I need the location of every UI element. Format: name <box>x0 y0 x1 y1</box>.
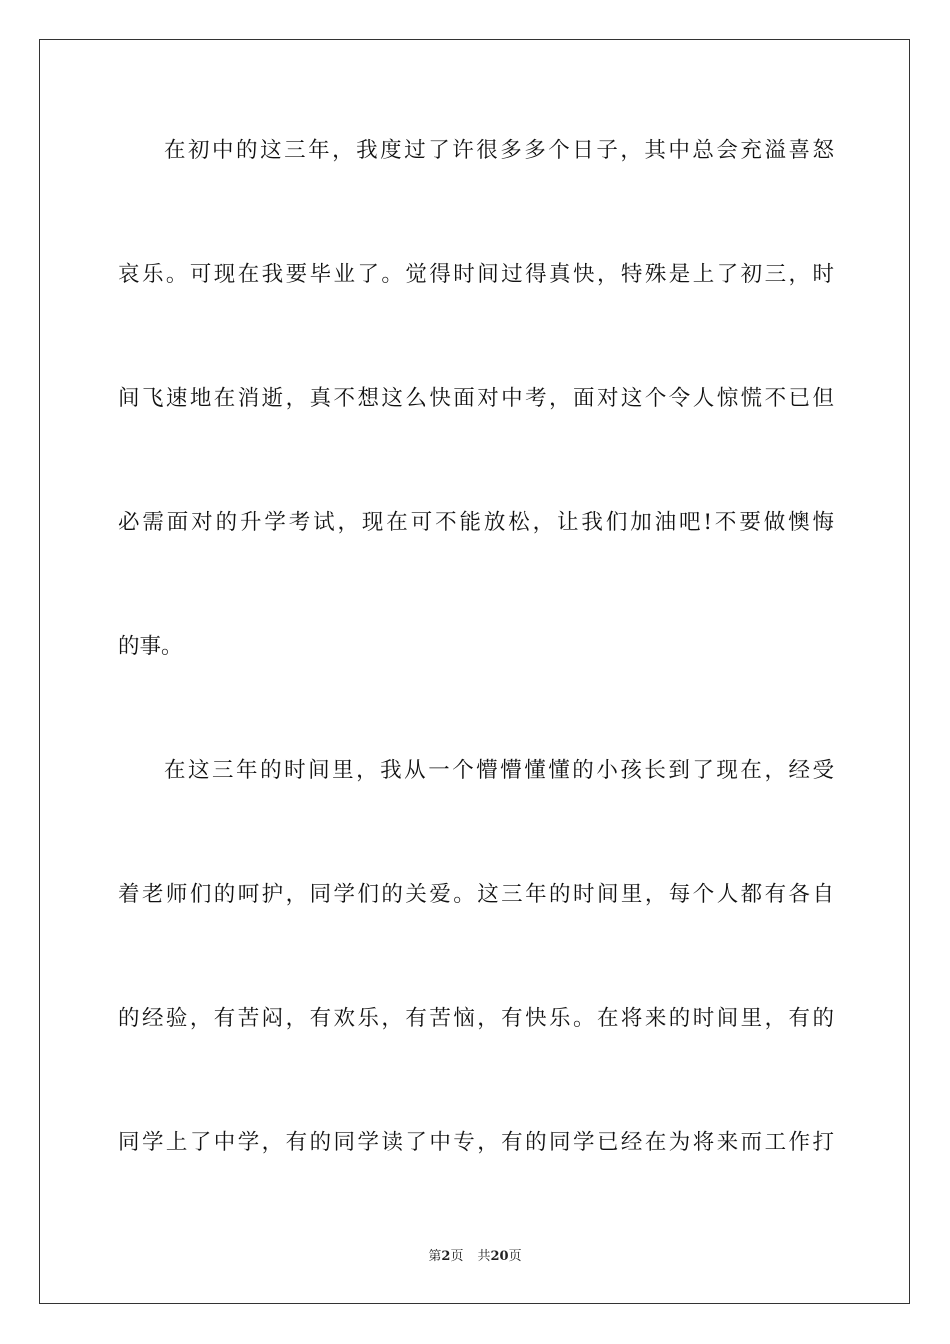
paragraph-2-line-3: 的经验，有苦闷，有欢乐，有苦恼，有快乐。在将来的时间里，有的 <box>118 1006 834 1031</box>
paragraph-2-line-4: 同学上了中学，有的同学读了中专，有的同学已经在为将来而工作打 <box>118 1130 834 1155</box>
total-pages: 20 <box>490 1249 509 1264</box>
page-footer <box>0 1248 950 1266</box>
paragraph-2-line-2: 着老师们的呵护，同学们的关爱。这三年的时间里，每个人都有各自 <box>118 882 834 907</box>
paragraph-2-line-1: 在这三年的时间里，我从一个懵懵懂懂的小孩长到了现在，经受 <box>164 758 834 783</box>
paragraph-1-line-2: 哀乐。可现在我要毕业了。觉得时间过得真快，特殊是上了初三，时 <box>118 262 834 287</box>
total-suffix: 页 <box>508 1249 522 1264</box>
page-prefix: 第 <box>428 1249 442 1264</box>
paragraph-1-line-1: 在初中的这三年，我度过了许很多多个日子，其中总会充溢喜怒 <box>164 138 834 163</box>
page-number: 2 <box>441 1249 451 1264</box>
page-border <box>39 39 910 1304</box>
page-suffix: 页 <box>450 1249 464 1264</box>
total-prefix: 共 <box>477 1249 491 1264</box>
paragraph-1-line-5: 的事。 <box>118 634 183 659</box>
paragraph-1-line-3: 间飞速地在消逝，真不想这么快面对中考，面对这个令人惊慌不已但 <box>118 386 834 411</box>
paragraph-1-line-4: 必需面对的升学考试，现在可不能放松，让我们加油吧!不要做懊悔 <box>118 510 834 535</box>
